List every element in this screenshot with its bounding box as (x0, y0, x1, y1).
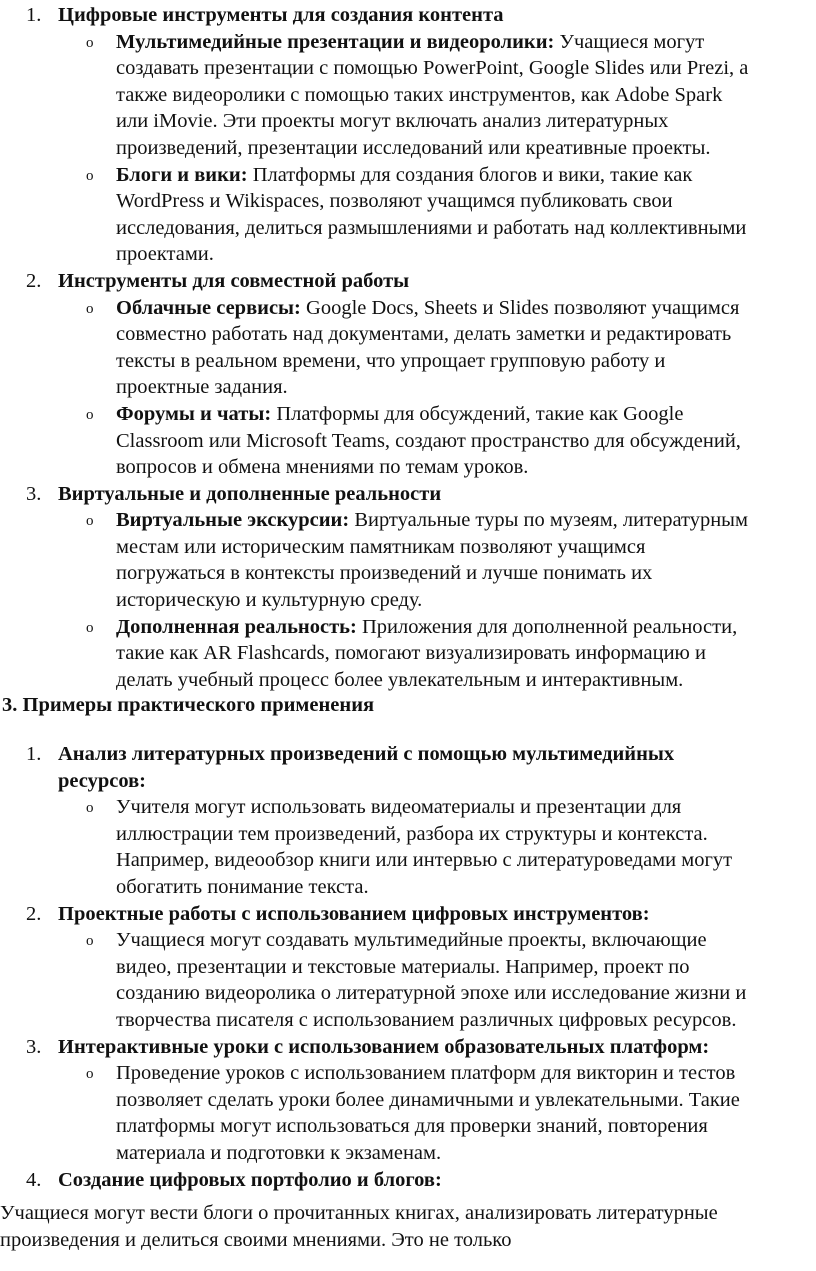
item-text: такие как AR Flashcards, помогают визуализировать информацию и (116, 642, 706, 665)
paragraph-line: Учащиеся могут вести блоги о прочитанных книгах, анализировать литературные (0, 1202, 718, 1224)
item-text: исследования, делиться размышлениями и работать над коллективными (116, 216, 747, 239)
list-number: 1. (26, 4, 42, 26)
item-text: также видеоролики с помощью таких инструментов, как Adobe Spark (116, 83, 723, 106)
list-number: 3. (26, 482, 42, 505)
list-number: 2. (26, 902, 42, 925)
list-item (0, 1167, 816, 1194)
sub-list-item (58, 29, 816, 162)
item-text: Платформы для создания блогов и вики, такие как (252, 163, 693, 186)
item-text: погружаться в контексты произведений и лучше понимать их (116, 562, 653, 585)
item-lead: Форумы и чаты: (116, 402, 272, 425)
item-text: делать учебный процесс более увлекательным и интерактивным. (116, 668, 684, 691)
item-lead: Мультимедийные презентации и видеоролики: (116, 30, 555, 53)
list-heading: Виртуальные и дополненные реальности (58, 482, 442, 505)
item-lead: Дополненная реальность: (116, 615, 357, 638)
sub-list-item (58, 507, 816, 613)
sub-list-item (58, 794, 816, 900)
item-text: видео, презентации и текстовые материалы. Например, проект по (116, 955, 690, 978)
item-text: иллюстрации тем произведений, разбора их структуры и контекста. (116, 822, 708, 845)
item-text: историческую и культурную среду. (116, 589, 423, 612)
list-item (0, 901, 816, 1034)
examples-list (0, 741, 816, 1193)
sub-list-item (58, 927, 816, 1033)
item-lead: Облачные сервисы: (116, 296, 301, 319)
list-heading: Инструменты для совместной работы (58, 269, 410, 292)
item-text: совместно работать над документами, делать заметки и редактировать (116, 323, 732, 346)
bullet-icon: o (86, 406, 94, 423)
item-text: Учащиеся могут создавать мультимедийные проекты, включающие (116, 929, 707, 952)
item-text: проектами. (116, 243, 214, 266)
item-text: Виртуальные туры по музеям, литературным (354, 509, 748, 532)
list-number: 3. (26, 1035, 42, 1058)
list-number: 4. (26, 1168, 42, 1191)
list-heading: Создание цифровых портфолио и блогов: (58, 1168, 442, 1191)
list-item (0, 481, 816, 694)
item-text: произведений, презентации исследований или креативные проекты. (116, 136, 711, 159)
item-text: платформы могут использоваться для проверки знаний, повторения (116, 1115, 708, 1138)
sub-list-item (58, 162, 816, 268)
item-lead: Блоги и вики: (116, 163, 248, 186)
sub-list (58, 927, 816, 1033)
list-item (0, 741, 816, 901)
item-lead: Виртуальные экскурсии: (116, 509, 350, 532)
sub-list (58, 1060, 816, 1166)
bullet-icon: o (86, 300, 94, 317)
body-paragraph (0, 1200, 816, 1253)
list-number: 1. (26, 743, 42, 765)
list-heading: Проектные работы с использованием цифровых инструментов: (58, 902, 650, 925)
item-text: проектные задания. (116, 376, 288, 399)
item-text: созданию видеоролика о литературной эпохе или исследование жизни и (116, 982, 747, 1005)
sub-list-item (58, 401, 816, 481)
section-title: 3. Примеры практического применения (2, 694, 375, 716)
bullet-icon: o (86, 800, 94, 817)
bullet-icon: o (86, 1066, 94, 1083)
item-text: тексты в реальном времени, что упрощает групповую работу и (116, 349, 666, 372)
list-heading: ресурсов: (58, 769, 146, 792)
item-text: позволяет сделать уроки более динамичными и увлекательными. Такие (116, 1088, 740, 1111)
item-text: местам или историческим памятникам позволяют учащимся (116, 535, 646, 558)
sub-list-item (58, 295, 816, 401)
sub-list (58, 295, 816, 481)
bullet-icon: o (86, 619, 94, 636)
bullet-icon: o (86, 167, 94, 184)
item-text: WordPress и Wikispaces, позволяют учащимся публиковать свои (116, 190, 673, 213)
item-text: вопросов и обмена мнениями по темам уроков. (116, 456, 529, 479)
item-text: Google Docs, Sheets и Slides позволяют учащимся (306, 296, 740, 319)
item-text: обогатить понимание текста. (116, 875, 369, 898)
list-item (0, 268, 816, 481)
list-item (0, 1034, 816, 1167)
bullet-icon: o (86, 513, 94, 530)
item-text: или iMovie. Эти проекты могут включать анализ литературных (116, 110, 669, 133)
sub-list (58, 29, 816, 268)
item-text: Учителя могут использовать видеоматериалы и презентации для (116, 796, 682, 819)
bullet-icon: o (86, 34, 94, 51)
sub-list (58, 794, 816, 900)
item-text: создавать презентации с помощью PowerPoint, Google Slides или Prezi, а (116, 57, 749, 80)
list-heading: Интерактивные уроки с использованием образовательных платформ: (58, 1035, 710, 1058)
list-heading: Цифровые инструменты для создания контента (58, 4, 504, 26)
sub-list (58, 507, 816, 693)
item-text: материала и подготовки к экзаменам. (116, 1141, 442, 1164)
bullet-icon: o (86, 933, 94, 950)
item-text: Проведение уроков с использованием платформ для викторин и тестов (116, 1062, 736, 1085)
paragraph-line: произведения и делиться своими мнениями. Это не только (0, 1228, 512, 1251)
sub-list-item (58, 614, 816, 694)
sub-list-item (58, 1060, 816, 1166)
item-text: Например, видеообзор книги или интервью с литературоведами могут (116, 849, 733, 872)
list-number: 2. (26, 269, 42, 292)
item-text: Приложения для дополненной реальности, (361, 615, 738, 638)
list-item (0, 2, 816, 268)
item-text: Платформы для обсуждений, такие как Google (276, 402, 684, 425)
list-heading: Анализ литературных произведений с помощью мультимедийных (58, 743, 675, 765)
tools-list (0, 2, 816, 693)
item-text: Classroom или Microsoft Teams, создают пространство для обсуждений, (116, 429, 741, 452)
item-text: Учащиеся могут (559, 30, 705, 53)
item-text: творчества писателя с использованием различных цифровых ресурсов. (116, 1008, 737, 1031)
